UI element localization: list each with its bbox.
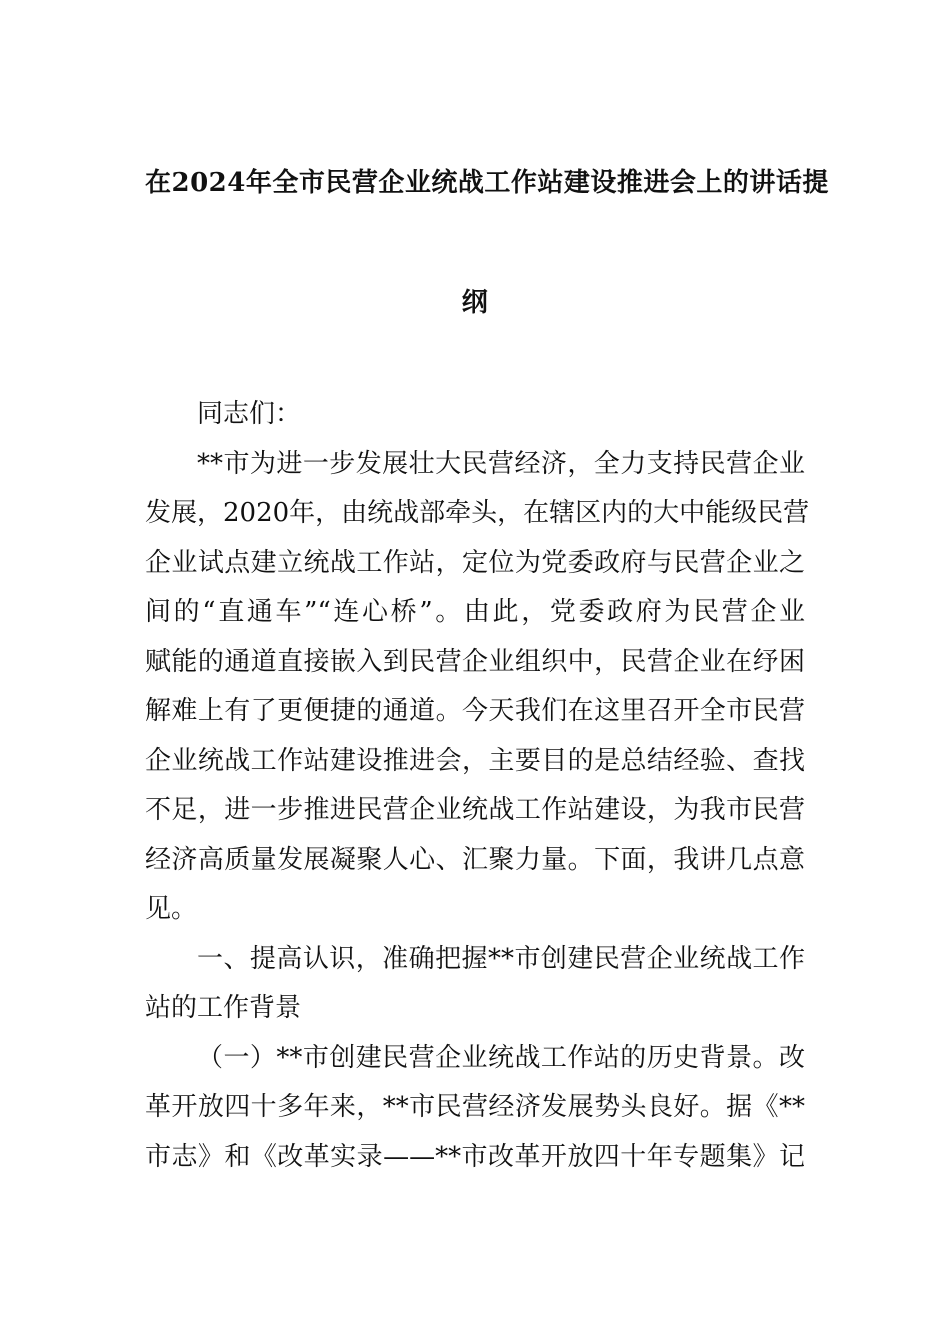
paragraph-1-line: 经济高质量发展凝聚人心、汇聚力量。下面，我讲几点意	[145, 844, 805, 875]
paragraph-2-line: （一）**市创建民营企业统战工作站的历史背景。改	[197, 1042, 805, 1073]
paragraph-1-line: 企业试点建立统战工作站，定位为党委政府与民营企业之	[145, 547, 805, 578]
section-heading-1-line: 一、提高认识，准确把握**市创建民营企业统战工作	[197, 943, 805, 974]
paragraph-1-line: 赋能的通道直接嵌入到民营企业组织中，民营企业在纾困	[145, 646, 805, 677]
section-heading-1-line: 站的工作背景	[145, 993, 302, 1023]
paragraph-1-line: 企业统战工作站建设推进会，主要目的是总结经验、查找	[145, 745, 805, 776]
paragraph-2-line: 革开放四十多年来，**市民营经济发展势头良好。据《**	[145, 1092, 805, 1122]
paragraph-2-line: 市志》和《改革实录——**市改革开放四十年专题集》记	[145, 1141, 805, 1172]
paragraph-1-line: 发展，2020年，由统战部牵头，在辖区内的大中能级民营	[145, 498, 810, 528]
document-title-line-1: 在2024年全市民营企业统战工作站建设推进会上的讲话提	[145, 168, 829, 198]
paragraph-1-line: 不足，进一步推进民营企业统战工作站建设，为我市民营	[145, 795, 805, 825]
paragraph-1-line: 间的“直通车”“连心桥”。由此，党委政府为民营企业	[145, 597, 805, 627]
paragraph-1-line: **市为进一步发展壮大民营经济，全力支持民营企业	[197, 448, 805, 479]
document-body	[145, 390, 810, 1182]
paragraph-1-line: 解难上有了更便捷的通道。今天我们在这里召开全市民营	[145, 696, 805, 726]
salutation: 同志们：	[197, 399, 302, 429]
document-title-line-2: 纲	[461, 288, 489, 318]
paragraph-1-line: 见。	[145, 894, 198, 924]
